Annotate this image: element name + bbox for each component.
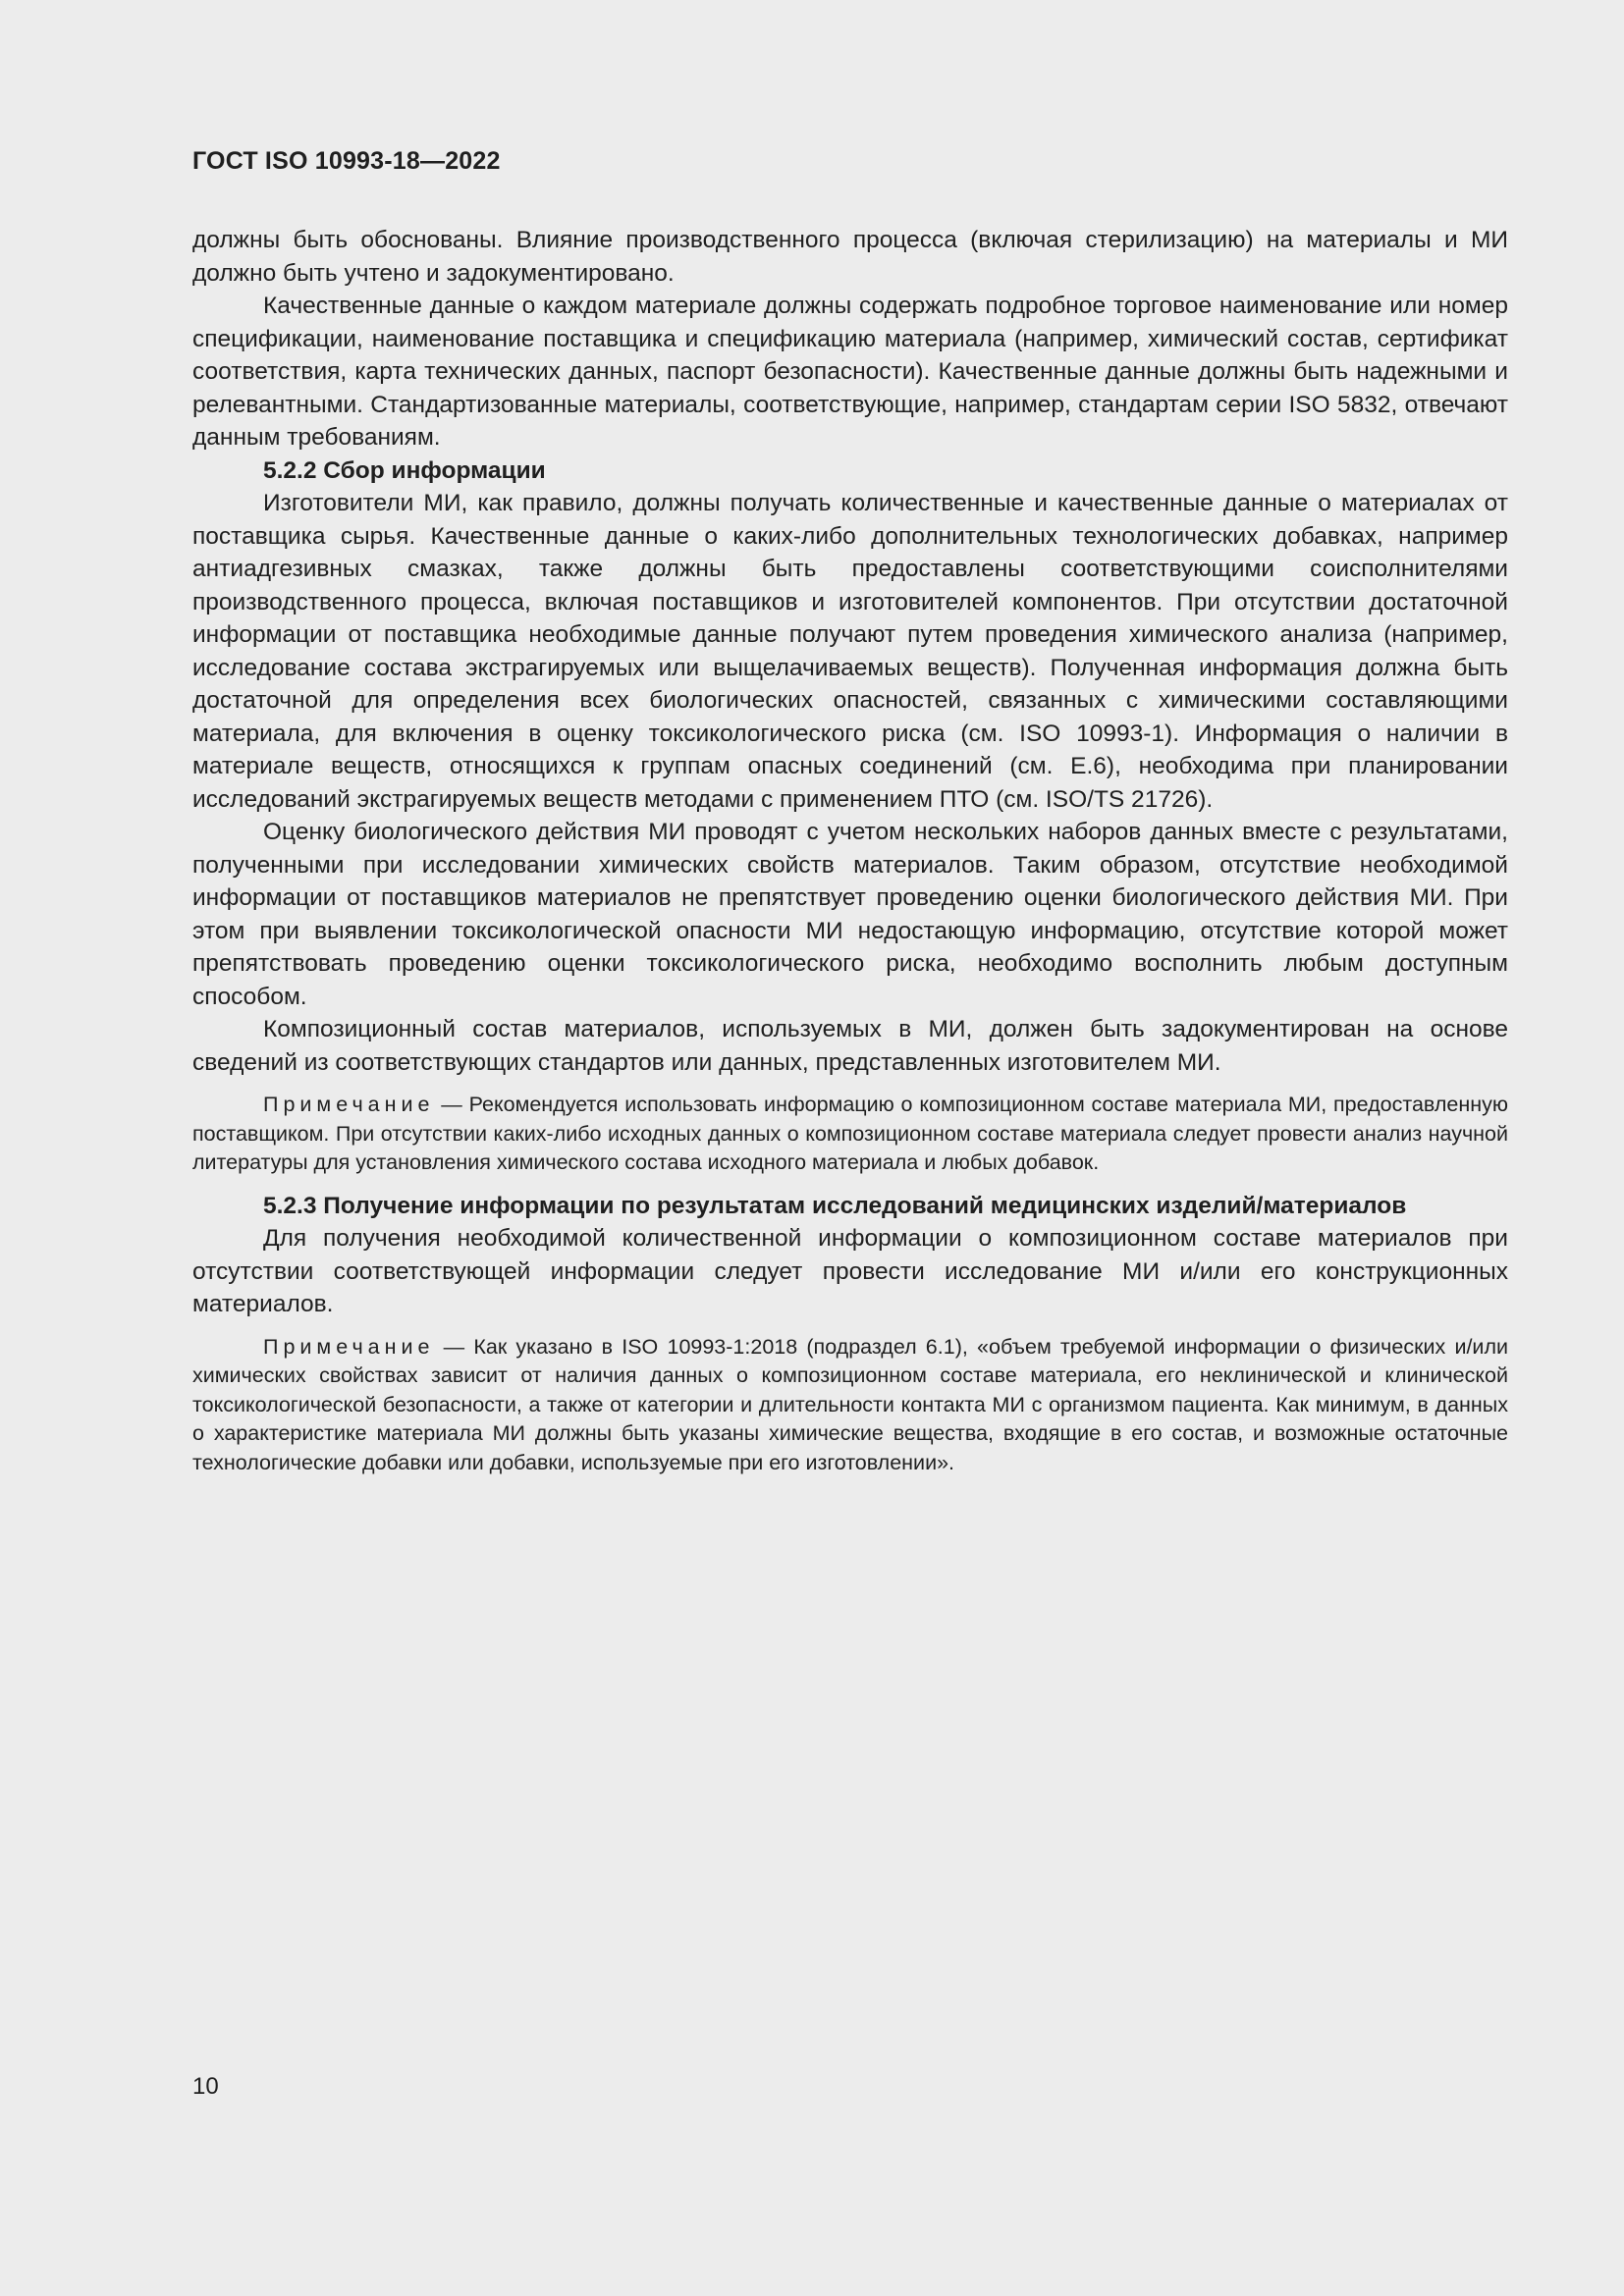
note-1 <box>192 1091 1508 1178</box>
paragraph-continuation: должны быть обоснованы. Влияние производственного процесса (включая стерилизацию) на материалы и МИ должно быть учтено и задокументировано. <box>192 227 1508 287</box>
document-page <box>192 0 1508 2296</box>
page-number: 10 <box>192 2073 219 2100</box>
note-2 <box>192 1333 1508 1478</box>
note-label: Примечание <box>263 1093 435 1116</box>
paragraph-biological-evaluation: Оценку биологического действия МИ проводят с учетом нескольких наборов данных вместе с результатами, полученными при исследовании химических свойств материалов. Таким образом, отсутствие необходимой информации от поставщиков материалов не препятствует проведению оценки биологического действия МИ. При этом при выявлении токсикологической опасности МИ недостающую информацию, отсутствие которой может препятствовать проведению оценки токсикологического риска, необходимо восполнить любым доступным способом. <box>192 819 1508 1010</box>
note-text: — Как указано в ISO 10993-1:2018 (подраздел 6.1), «объем требуемой информации о физических и/или химических свойствах зависит от наличия данных о композиционном составе материала, его неклинической и клинической токсикологической безопасности, а также от категории и длительности контакта МИ с организмом пациента. Как минимум, в данных о характеристике материала МИ должны быть указаны химические вещества, входящие в его состав, и возможные остаточные технологические добавки или добавки, используемые при его изготовлении». <box>192 1334 1508 1474</box>
note-text: — Рекомендуется использовать информацию о композиционном составе материала МИ, предоставленную поставщиком. При отсутствии каких-либо исходных данных о композиционном составе материала следует провести анализ научной литературы для установления химического состава исходного материала и любых добавок. <box>192 1093 1508 1174</box>
note-label: Примечание <box>263 1334 435 1359</box>
document-body <box>192 224 1508 1477</box>
section-heading-5-2-2: 5.2.2 Сбор информации <box>263 456 546 484</box>
paragraph-manufacturers: Изготовители МИ, как правило, должны получать количественные и качественные данные о материалах от поставщика сырья. Качественные данные о каких-либо дополнительных технологических добавках, например антиадгезивных смазках, также должны быть предоставлены соответствующими соисполнителями производственного процесса, включая поставщиков и изготовителей компонентов. При отсутствии достаточной информации от поставщика необходимые данные получают путем проведения химического анализа (например, исследование состава экстрагируемых или выщелачиваемых веществ). Полученная информация должна быть достаточной для определения всех биологических опасностей, связанных с химическими составляющими материала, для включения в оценку токсикологического риска (см. ISO 10993-1). Информация о наличии в материале веществ, относящихся к группам опасных соединений (см. Е.6), необходима при планировании исследований экстрагируемых веществ методами с применением ПТО (см. ISO/TS 21726). <box>192 490 1508 813</box>
paragraph-composition: Композиционный состав материалов, используемых в МИ, должен быть задокументирован на основе сведений из соответствующих стандартов или данных, представленных изготовителем МИ. <box>192 1016 1508 1076</box>
section-heading-5-2-3: 5.2.3 Получение информации по результатам исследований медицинских изделий/материалов <box>263 1192 1407 1219</box>
paragraph-quantitative-info: Для получения необходимой количественной информации о композиционном составе материалов при отсутствии соответствующей информации следует провести исследование МИ и/или его конструкционных материалов. <box>192 1225 1508 1317</box>
document-header: ГОСТ ISO 10993-18—2022 <box>192 147 501 175</box>
paragraph-qualitative-data: Качественные данные о каждом материале должны содержать подробное торговое наименование или номер спецификации, наименование поставщика и спецификацию материала (например, химический состав, сертификат соответствия, карта технических данных, паспорт безопасности). Качественные данные должны быть надежными и релевантными. Стандартизованные материалы, соответствующие, например, стандартам серии ISO 5832, отвечают данным требованиям. <box>192 293 1508 451</box>
